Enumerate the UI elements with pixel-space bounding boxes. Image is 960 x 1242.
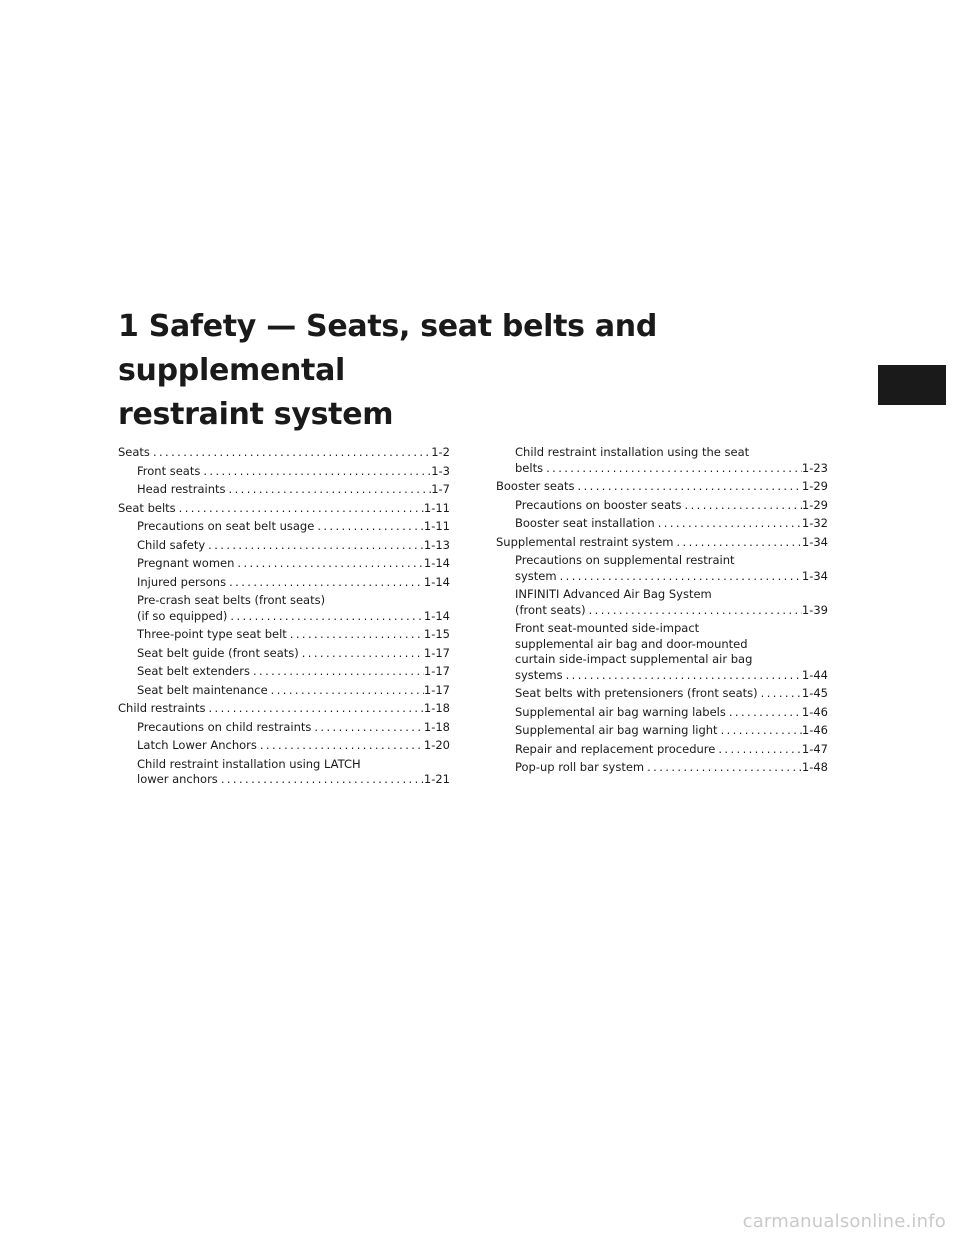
toc-entry-label-line: Precautions on supplemental restraint — [515, 553, 735, 567]
toc-entry[interactable] — [496, 705, 828, 721]
toc-entry[interactable] — [496, 498, 828, 514]
toc-entry[interactable] — [118, 519, 450, 535]
toc-entry-label-line: Child restraint installation using LATCH — [137, 756, 361, 771]
toc-entry-label: Latch Lower Anchors — [137, 738, 257, 752]
toc-entry-label-line: supplemental air bag and door-mounted — [515, 636, 748, 651]
toc-entry[interactable] — [496, 553, 828, 584]
toc-entry-label: Injured persons — [137, 574, 227, 589]
toc-left-column — [118, 445, 450, 791]
toc-dot-leader — [718, 723, 802, 739]
toc-entry[interactable] — [496, 516, 828, 532]
toc-entry[interactable] — [496, 686, 828, 702]
toc-entry-page: 1-29 — [801, 479, 828, 493]
toc-entry-line — [515, 742, 828, 758]
toc-entry-page: 1-34 — [801, 568, 828, 583]
toc-entry-label: Child restraints — [118, 701, 206, 715]
toc-entry-label: Precautions on child restraints — [137, 719, 312, 734]
toc-entry[interactable] — [118, 683, 450, 699]
toc-dot-leader — [226, 482, 432, 498]
toc-entry[interactable] — [496, 587, 828, 618]
toc-entry-line — [137, 646, 450, 662]
toc-entry[interactable] — [496, 760, 828, 776]
toc-entry-label: Seat belt maintenance — [137, 682, 268, 697]
toc-entry-label-line: curtain side-impact supplemental air bag — [515, 652, 753, 666]
toc-entry-line — [137, 482, 450, 498]
toc-entry-label: Booster seat installation — [515, 516, 655, 530]
toc-entry-line — [137, 683, 450, 699]
toc-entry[interactable] — [496, 621, 828, 683]
toc-entry-label: Supplemental air bag warning labels — [515, 704, 726, 719]
toc-entry[interactable] — [496, 479, 828, 495]
toc-entry-label: Seat belt guide (front seats) — [137, 645, 299, 660]
toc-entry[interactable] — [118, 593, 450, 624]
toc-entry-line — [515, 705, 828, 721]
toc-entry-line — [515, 516, 828, 532]
toc-entry[interactable] — [118, 646, 450, 662]
toc-dot-leader — [586, 603, 802, 619]
toc-entry-label: Seat belts with pretensioners (front seats) — [515, 686, 758, 700]
footer-watermark: carmanualsonline.info — [742, 1211, 946, 1232]
toc-entry-label-line: Pre-crash seat belts (front seats) — [137, 593, 326, 607]
toc-entry-label: Seat belt extenders — [137, 664, 250, 678]
toc-entry-label: Child safety — [137, 537, 206, 552]
toc-entry-label: Three-point type seat belt — [137, 627, 287, 641]
toc-entry-page: 1-21 — [423, 772, 450, 786]
toc-entry-line — [496, 479, 828, 495]
toc-entry-line — [515, 569, 828, 585]
toc-entry-page: 1-14 — [423, 608, 450, 623]
toc-entry-page: 1-34 — [801, 534, 828, 549]
toc-dot-leader — [557, 569, 802, 585]
toc-entry[interactable] — [118, 538, 450, 554]
toc-entry-line — [515, 686, 828, 702]
toc-dot-leader — [257, 738, 424, 754]
toc-entry-line — [137, 664, 450, 680]
toc-entry-line — [137, 575, 450, 591]
toc-entry-label: Seat belts — [118, 500, 176, 515]
toc-dot-leader — [758, 686, 802, 702]
toc-entry[interactable] — [118, 501, 450, 517]
toc-dot-leader — [205, 538, 424, 554]
toc-entry-label: Head restraints — [137, 482, 226, 496]
toc-dot-leader — [268, 683, 424, 699]
toc-dot-leader — [176, 501, 424, 517]
toc-dot-leader — [563, 668, 802, 684]
toc-entry-page: 1-44 — [801, 667, 828, 682]
toc-entry-page: 1-17 — [423, 664, 450, 678]
toc-entry-page: 1-46 — [801, 704, 828, 719]
toc-entry-line — [515, 723, 828, 739]
toc-dot-leader — [575, 479, 802, 495]
toc-entry-page: 1-14 — [423, 556, 450, 570]
toc-entry-label-line: Child restraint installation using the seat — [515, 445, 750, 459]
toc-entry-page: 1-2 — [431, 445, 450, 459]
chapter-title-line2: restraint system — [118, 397, 394, 432]
toc-entry-page: 1-15 — [423, 627, 450, 641]
toc-entry-page: 1-17 — [423, 682, 450, 697]
toc-entry[interactable] — [118, 627, 450, 643]
toc-entry-page: 1-46 — [801, 723, 828, 737]
toc-entry-line — [496, 535, 828, 551]
toc-dot-leader — [314, 519, 424, 535]
toc-dot-leader — [287, 627, 424, 643]
toc-entry-page: 1-18 — [423, 701, 450, 715]
toc-entry-label: Pregnant women — [137, 556, 235, 570]
toc-entry[interactable] — [118, 720, 450, 736]
toc-entry-label: Front seats — [137, 463, 201, 478]
toc-entry-line — [515, 461, 828, 477]
toc-entry[interactable] — [496, 723, 828, 739]
chapter-title-line1: 1 Safety — Seats, seat belts and supplemental — [118, 309, 658, 388]
toc-entry[interactable] — [118, 757, 450, 788]
toc-entry[interactable] — [118, 445, 450, 461]
toc-entry-page: 1-13 — [423, 537, 450, 552]
toc-entry-label: Repair and replacement procedure — [515, 741, 716, 756]
toc-entry-label: Pop-up roll bar system — [515, 760, 645, 774]
toc-entry[interactable] — [496, 445, 828, 476]
toc-entry-label-line: INFINITI Advanced Air Bag System — [515, 587, 712, 601]
toc-entry-line — [137, 772, 450, 788]
toc-entry-page: 1-47 — [801, 741, 828, 756]
toc-entry-line — [137, 464, 450, 480]
toc-dot-leader — [673, 535, 801, 551]
toc-dot-leader — [311, 720, 424, 736]
toc-entry-label: Supplemental air bag warning light — [515, 723, 718, 737]
toc-entry-page: 1-39 — [801, 602, 828, 617]
toc-dot-leader — [200, 464, 431, 480]
toc-entry-page: 1-7 — [431, 482, 450, 496]
toc-entry-page: 1-3 — [431, 463, 450, 478]
toc-entry-line — [137, 627, 450, 643]
toc-entry-label: Precautions on booster seats — [515, 497, 682, 512]
toc-entry-line — [515, 668, 828, 684]
toc-entry-page: 1-45 — [801, 686, 828, 700]
toc-entry-page: 1-20 — [423, 738, 450, 752]
toc-entry-page: 1-14 — [423, 574, 450, 589]
toc-entry-label: Supplemental restraint system — [496, 534, 674, 549]
chapter-title — [118, 305, 838, 437]
toc-entry-line — [515, 603, 828, 619]
toc-entry-line — [137, 609, 450, 625]
toc-entry-page: 1-23 — [801, 460, 828, 475]
toc-entry[interactable] — [118, 482, 450, 498]
toc-entry-label-line: Front seat-mounted side-impact — [515, 621, 700, 635]
toc-entry-label: (if so equipped) — [137, 608, 228, 623]
toc-dot-leader — [543, 461, 802, 477]
toc-entry-line — [118, 701, 450, 717]
toc-entry-page: 1-29 — [801, 497, 828, 512]
toc-entry[interactable] — [118, 701, 450, 717]
toc-entry-page: 1-18 — [423, 719, 450, 734]
toc-entry[interactable] — [118, 575, 450, 591]
toc-right-column — [496, 445, 828, 779]
toc-entry-line — [515, 498, 828, 514]
toc-entry-label: Precautions on seat belt usage — [137, 519, 315, 533]
toc-entry[interactable] — [118, 738, 450, 754]
toc-entry-label: lower anchors — [137, 772, 218, 786]
toc-entry[interactable] — [496, 535, 828, 551]
toc-entry-page: 1-32 — [801, 516, 828, 530]
toc-entry-line — [137, 720, 450, 736]
toc-entry-line — [137, 738, 450, 754]
toc-dot-leader — [644, 760, 802, 776]
toc-dot-leader — [227, 609, 424, 625]
chapter-tab-marker — [878, 365, 946, 405]
toc-dot-leader — [715, 742, 802, 758]
toc-entry-line — [137, 556, 450, 572]
toc-entry[interactable] — [496, 742, 828, 758]
toc-entry-page: 1-11 — [423, 500, 450, 515]
toc-entry-page: 1-11 — [423, 519, 450, 533]
toc-dot-leader — [226, 575, 424, 591]
toc-entry-line — [137, 538, 450, 554]
toc-dot-leader — [218, 772, 424, 788]
toc-dot-leader — [655, 516, 802, 532]
toc-entry-label: Seats — [118, 445, 150, 459]
toc-entry-page: 1-48 — [801, 760, 828, 774]
toc-dot-leader — [726, 705, 802, 721]
toc-entry-label: belts — [515, 460, 544, 475]
toc-dot-leader — [299, 646, 424, 662]
toc-entry-line — [137, 519, 450, 535]
toc-entry-label: systems — [515, 667, 563, 682]
toc-entry-label: (front seats) — [515, 602, 586, 617]
toc-dot-leader — [234, 556, 424, 572]
toc-entry[interactable] — [118, 556, 450, 572]
toc-entry-line — [515, 760, 828, 776]
toc-entry[interactable] — [118, 664, 450, 680]
toc-dot-leader — [682, 498, 802, 514]
toc-dot-leader — [205, 701, 423, 717]
toc-entry-line — [118, 445, 450, 461]
toc-entry-page: 1-17 — [423, 645, 450, 660]
toc-entry-line — [118, 501, 450, 517]
toc-dot-leader — [250, 664, 424, 680]
toc-entry[interactable] — [118, 464, 450, 480]
toc-entry-label: Booster seats — [496, 479, 575, 493]
toc-entry-label: system — [515, 568, 557, 583]
toc-dot-leader — [150, 445, 431, 461]
